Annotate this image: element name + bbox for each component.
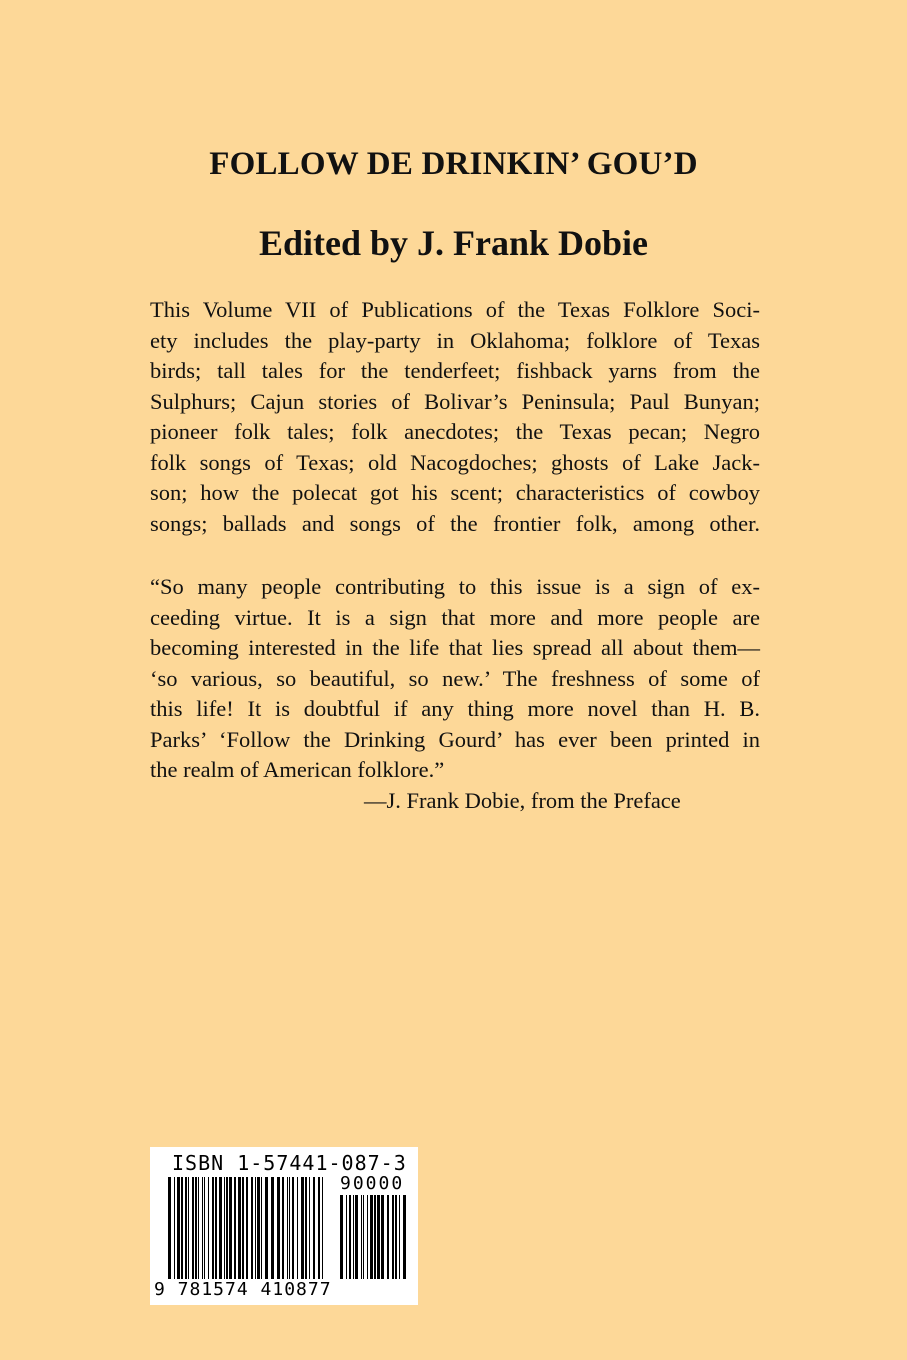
barcode-bar: [277, 1177, 280, 1279]
preface-quote: [150, 572, 760, 786]
description-line: Sulphurs; Cajun stories of Bolivar’s Peninsula; Paul Bunyan;: [150, 388, 760, 414]
barcode-bar: [208, 1177, 209, 1279]
barcode-bar: [261, 1177, 262, 1279]
barcode-bar: [318, 1177, 320, 1279]
barcode-bar: [403, 1195, 406, 1279]
barcode-bar: [361, 1195, 362, 1279]
barcode-bar: [188, 1177, 189, 1279]
barcode-bar: [367, 1195, 368, 1279]
barcode-bar: [349, 1195, 351, 1279]
price-addon-number: 90000: [340, 1173, 405, 1194]
description-line: ety includes the play-party in Oklahoma; folklore of Texas: [150, 327, 760, 353]
barcode-bar: [251, 1177, 253, 1279]
barcode-bar: [168, 1177, 171, 1279]
barcode-bar: [234, 1177, 236, 1279]
barcode-bar: [395, 1195, 397, 1279]
barcode-bar: [185, 1177, 187, 1279]
barcode-bar: [204, 1177, 205, 1279]
barcode-bar: [246, 1177, 248, 1279]
addon-barcode-bars: [340, 1195, 410, 1281]
quote-line: ‘so various, so beautiful, so new.’ The freshness of some of: [150, 665, 760, 691]
quote-line: this life! It is doubtful if any thing more novel than H. B.: [150, 696, 760, 721]
description-line: folk songs of Texas; old Nacogdoches; ghosts of Lake Jack-: [150, 449, 760, 475]
description-line: This Volume VII of Publications of the Texas Folklore Soci-: [150, 297, 760, 322]
barcode-bar: [195, 1177, 197, 1279]
barcode-bar: [309, 1177, 310, 1279]
quote-attribution: —J. Frank Dobie, from the Preface: [364, 788, 681, 813]
barcode-bar: [192, 1177, 194, 1279]
barcode-bar: [399, 1195, 400, 1279]
barcode-bar: [292, 1177, 294, 1279]
description-line: songs; ballads and songs of the frontier folk, among other.: [150, 510, 760, 536]
barcode-bar: [202, 1177, 203, 1279]
barcode-bar: [370, 1195, 373, 1279]
barcode-bar: [265, 1177, 268, 1279]
barcode-bar: [224, 1177, 225, 1279]
barcode-bar: [297, 1177, 298, 1279]
barcode-bar: [255, 1177, 256, 1279]
barcode-bar: [181, 1177, 183, 1279]
barcode-bar: [242, 1177, 244, 1279]
isbn-barcode: [150, 1147, 418, 1305]
ean-number: 9 781574 410877: [154, 1279, 332, 1300]
barcode-bar: [215, 1177, 217, 1279]
barcode-bar: [381, 1195, 384, 1279]
barcode-bar: [229, 1177, 232, 1279]
barcode-bar: [271, 1177, 274, 1279]
barcode-bar: [301, 1177, 304, 1279]
barcode-bar: [282, 1177, 284, 1279]
barcode-bar: [226, 1177, 228, 1279]
quote-line: Parks’ ‘Follow the Drinking Gourd’ has ever been printed in: [150, 726, 760, 752]
barcode-bar: [322, 1177, 323, 1279]
description-line: pioneer folk tales; folk anecdotes; the Texas pecan; Negro: [150, 419, 760, 444]
barcode-bar: [257, 1177, 260, 1279]
description-line: birds; tall tales for the tenderfeet; fishback yarns from the: [150, 358, 760, 383]
barcode-bar: [340, 1195, 343, 1279]
ean-barcode-bars: [168, 1177, 328, 1285]
barcode-bar: [313, 1177, 315, 1279]
barcode-bar: [363, 1195, 364, 1279]
barcode-bar: [212, 1177, 214, 1279]
barcode-bar: [346, 1195, 347, 1279]
barcode-bar: [289, 1177, 290, 1279]
quote-line: becoming interested in the life that lies spread all about them—: [150, 635, 760, 660]
barcode-bar: [305, 1177, 307, 1279]
barcode-bar: [177, 1177, 180, 1279]
barcode-bar: [174, 1177, 175, 1279]
isbn-number: ISBN 1-57441-087-3: [172, 1151, 407, 1175]
book-title: FOLLOW DE DRINKIN’ GOU’D: [209, 146, 698, 182]
book-editor: Edited by J. Frank Dobie: [258, 223, 649, 263]
barcode-bar: [377, 1195, 380, 1279]
barcode-bar: [287, 1177, 288, 1279]
barcode-bar: [353, 1195, 354, 1279]
barcode-bar: [355, 1195, 358, 1279]
description-paragraph: [150, 295, 760, 539]
quote-line: the realm of American folklore.”: [150, 757, 445, 782]
quote-line: ceeding virtue. It is a sign that more and more people are: [150, 604, 760, 630]
barcode-bar: [198, 1177, 199, 1279]
barcode-bar: [387, 1195, 389, 1279]
description-line: son; how the polecat got his scent; characteristics of cowboy: [150, 480, 760, 505]
quote-line: “So many people contributing to this issue is a sign of ex-: [150, 574, 760, 599]
barcode-bar: [392, 1195, 394, 1279]
barcode-bar: [374, 1195, 376, 1279]
barcode-bar: [238, 1177, 241, 1279]
barcode-bar: [219, 1177, 222, 1279]
